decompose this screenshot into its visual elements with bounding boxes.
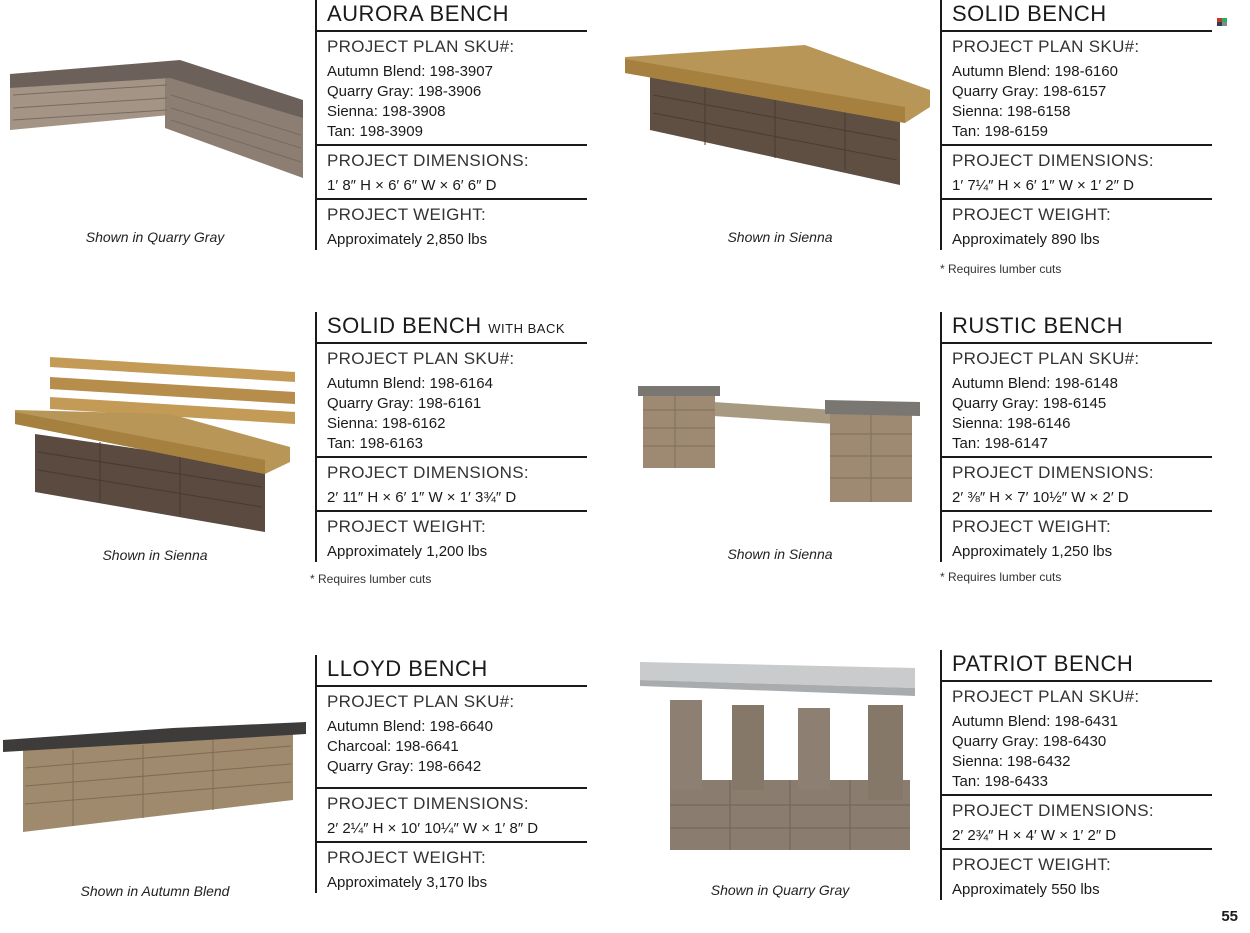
bench-card-lloyd — [5, 655, 595, 905]
aurora-dimensions: 1′ 8″ H × 6′ 6″ W × 6′ 6″ D — [327, 177, 497, 194]
solid-title: SOLID BENCH — [952, 1, 1107, 26]
solid-with-back-sku-label: PROJECT PLAN SKU#: — [327, 349, 515, 368]
solid-with-back-bench-image — [10, 352, 305, 537]
brand-logo-icon — [1217, 18, 1227, 26]
solid-spec-table — [940, 0, 1212, 250]
rustic-caption: Shown in Sienna — [727, 546, 833, 562]
bench-card-aurora — [5, 0, 595, 250]
patriot-weight-label: PROJECT WEIGHT: — [952, 855, 1112, 874]
lloyd-spec-table — [315, 655, 587, 893]
rustic-sku-1: Quarry Gray: 198-6145 — [952, 395, 1107, 412]
aurora-sku-1: Quarry Gray: 198-3906 — [327, 83, 482, 100]
solid-with-back-title-suffix: WITH BACK — [488, 321, 566, 336]
patriot-sku-label: PROJECT PLAN SKU#: — [952, 687, 1140, 706]
patriot-caption: Shown in Quarry Gray — [710, 882, 850, 898]
solid-with-back-caption: Shown in Sienna — [102, 547, 208, 563]
solid-caption: Shown in Sienna — [727, 229, 833, 245]
rustic-title: RUSTIC BENCH — [952, 313, 1124, 338]
solid-with-back-sku-3: Tan: 198-6163 — [327, 435, 423, 452]
lloyd-title: LLOYD BENCH — [327, 656, 488, 681]
solid-sku-3: Tan: 198-6159 — [952, 123, 1048, 140]
aurora-sku-0: Autumn Blend: 198-3907 — [327, 63, 493, 80]
lloyd-dim-label: PROJECT DIMENSIONS: — [327, 794, 529, 813]
page-number: 55 — [1221, 908, 1238, 925]
solid-with-back-sku-2: Sienna: 198-6162 — [327, 415, 446, 432]
solid-with-back-dim-label: PROJECT DIMENSIONS: — [327, 463, 529, 482]
bench-card-patriot — [630, 650, 1220, 900]
rustic-weight: Approximately 1,250 lbs — [952, 543, 1113, 560]
solid-with-back-note: * Requires lumber cuts — [310, 572, 432, 586]
patriot-sku-3: Tan: 198-6433 — [952, 773, 1048, 790]
lloyd-weight-label: PROJECT WEIGHT: — [327, 848, 487, 867]
rustic-dimensions: 2′ ⅜″ H × 7′ 10½″ W × 2′ D — [952, 489, 1129, 506]
aurora-sku-2: Sienna: 198-3908 — [327, 103, 446, 120]
aurora-sku-label: PROJECT PLAN SKU#: — [327, 37, 515, 56]
patriot-sku-1: Quarry Gray: 198-6430 — [952, 733, 1107, 750]
solid-with-back-spec-table — [315, 312, 587, 562]
aurora-spec-table — [315, 0, 587, 250]
lloyd-caption: Shown in Autumn Blend — [80, 883, 230, 899]
rustic-note: * Requires lumber cuts — [940, 570, 1062, 584]
solid-with-back-title: SOLID BENCH WITH BACK — [327, 313, 566, 338]
solid-note: * Requires lumber cuts — [940, 262, 1062, 276]
lloyd-sku-1: Charcoal: 198-6641 — [327, 738, 459, 755]
rustic-sku-2: Sienna: 198-6146 — [952, 415, 1071, 432]
rustic-sku-0: Autumn Blend: 198-6148 — [952, 375, 1118, 392]
aurora-caption: Shown in Quarry Gray — [85, 229, 225, 245]
solid-bench-image — [625, 45, 935, 195]
lloyd-sku-0: Autumn Blend: 198-6640 — [327, 718, 493, 735]
rustic-spec-table — [940, 312, 1212, 562]
solid-weight-label: PROJECT WEIGHT: — [952, 205, 1112, 224]
aurora-sku-3: Tan: 198-3909 — [327, 123, 423, 140]
aurora-dim-label: PROJECT DIMENSIONS: — [327, 151, 529, 170]
solid-sku-1: Quarry Gray: 198-6157 — [952, 83, 1107, 100]
patriot-spec-table — [940, 650, 1212, 900]
rustic-weight-label: PROJECT WEIGHT: — [952, 517, 1112, 536]
aurora-weight: Approximately 2,850 lbs — [327, 231, 488, 248]
patriot-bench-image — [640, 660, 925, 860]
rustic-sku-3: Tan: 198-6147 — [952, 435, 1048, 452]
aurora-bench-image — [5, 60, 305, 190]
lloyd-dimensions: 2′ 2¼″ H × 10′ 10¼″ W × 1′ 8″ D — [327, 820, 539, 837]
solid-dim-label: PROJECT DIMENSIONS: — [952, 151, 1154, 170]
solid-sku-2: Sienna: 198-6158 — [952, 103, 1071, 120]
solid-with-back-sku-0: Autumn Blend: 198-6164 — [327, 375, 493, 392]
solid-weight: Approximately 890 lbs — [952, 231, 1100, 248]
solid-sku-label: PROJECT PLAN SKU#: — [952, 37, 1140, 56]
bench-card-solid-with-back — [5, 312, 595, 592]
aurora-weight-label: PROJECT WEIGHT: — [327, 205, 487, 224]
lloyd-weight: Approximately 3,170 lbs — [327, 874, 488, 891]
lloyd-sku-2: Quarry Gray: 198-6642 — [327, 758, 482, 775]
aurora-title: AURORA BENCH — [327, 1, 510, 26]
solid-sku-0: Autumn Blend: 198-6160 — [952, 63, 1118, 80]
solid-dimensions: 1′ 7¼″ H × 6′ 1″ W × 1′ 2″ D — [952, 177, 1134, 194]
patriot-weight: Approximately 550 lbs — [952, 881, 1100, 898]
rustic-bench-image — [635, 382, 930, 507]
patriot-dimensions: 2′ 2¾″ H × 4′ W × 1′ 2″ D — [952, 827, 1117, 844]
lloyd-bench-image — [3, 720, 308, 835]
patriot-title: PATRIOT BENCH — [952, 651, 1134, 676]
solid-with-back-weight: Approximately 1,200 lbs — [327, 543, 488, 560]
lloyd-sku-label: PROJECT PLAN SKU#: — [327, 692, 515, 711]
rustic-dim-label: PROJECT DIMENSIONS: — [952, 463, 1154, 482]
patriot-sku-0: Autumn Blend: 198-6431 — [952, 713, 1118, 730]
bench-card-solid — [630, 0, 1220, 280]
patriot-sku-2: Sienna: 198-6432 — [952, 753, 1071, 770]
solid-with-back-dimensions: 2′ 11″ H × 6′ 1″ W × 1′ 3¾″ D — [327, 489, 517, 506]
solid-with-back-weight-label: PROJECT WEIGHT: — [327, 517, 487, 536]
rustic-sku-label: PROJECT PLAN SKU#: — [952, 349, 1140, 368]
solid-with-back-sku-1: Quarry Gray: 198-6161 — [327, 395, 482, 412]
patriot-dim-label: PROJECT DIMENSIONS: — [952, 801, 1154, 820]
bench-card-rustic — [630, 312, 1220, 592]
